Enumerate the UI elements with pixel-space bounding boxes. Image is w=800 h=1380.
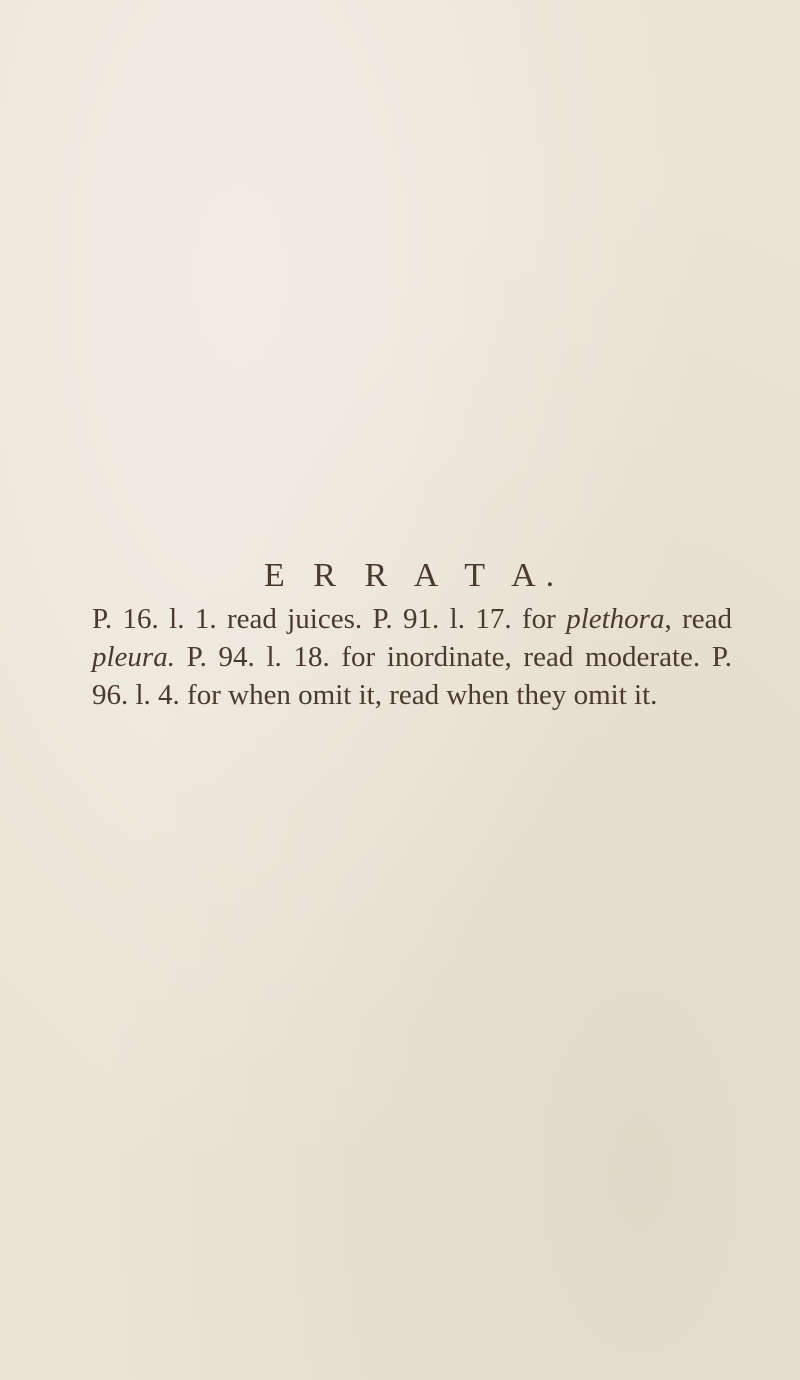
errata-text (92, 600, 732, 714)
errata-segment-italic: plethora (566, 603, 665, 635)
errata-segment: , read (664, 603, 732, 635)
errata-segment: P. 94. l. 18. for inordinate, read moderate. P. 96. l. 4. for when omit it, read when they omit it. (92, 641, 732, 711)
errata-heading: E R R A T A. (264, 557, 565, 594)
errata-block (92, 556, 732, 714)
errata-segment-italic: pleura. (92, 641, 175, 673)
errata-segment: P. 16. l. 1. read juices. P. 91. l. 17. for (92, 603, 567, 635)
